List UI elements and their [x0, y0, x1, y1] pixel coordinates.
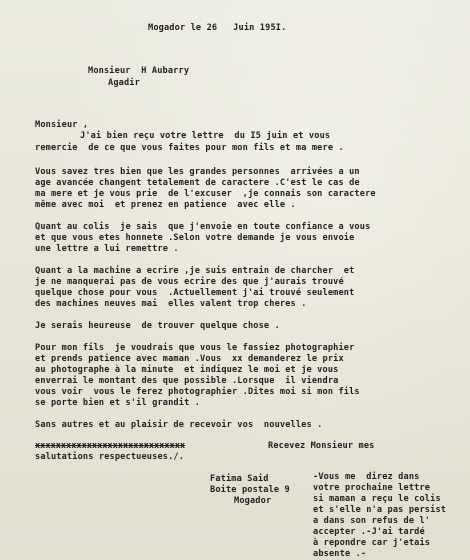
- letter-date: Mogador le 26 Juin 195I.: [148, 23, 287, 33]
- p3-line-3: une lettre a lui remettre .: [35, 244, 179, 254]
- closing-line-1: Recevez Monsieur mes: [268, 441, 375, 451]
- salutation: Monsieur ,: [35, 120, 89, 130]
- p4-line-1: Quant a la machine a ecrire ,je suis entrain de charcher et: [35, 266, 355, 276]
- p4-line-4: des machines neuves mai elles valent trop cheres .: [35, 299, 307, 309]
- p2-line-3: ma mere et je vous prie de l'excuser ,je connais son caractere: [35, 189, 376, 199]
- p3-line-2: et que vous etes honnete .Selon votre demande je vous envoie: [35, 233, 355, 243]
- postscript-line-4: et s'elle n'a pas persist: [313, 505, 447, 515]
- p2-line-4: même avec moi et prenez en patience avec elle .: [35, 200, 296, 210]
- postscript-line-8: absente .-: [313, 549, 367, 559]
- postscript-line-6: accepter .-J'ai tardé: [313, 527, 425, 537]
- postscript-line-5: a dans son refus de l': [313, 516, 431, 526]
- sender-name: Fatima Said: [210, 474, 269, 484]
- p6-line-1: Pour mon fils je voudrais que vous le fassiez photographier: [35, 343, 355, 353]
- sender-city: Mogador: [234, 496, 272, 506]
- recipient-name: Monsieur H Aubarry: [88, 66, 190, 76]
- struck-out-text: xxxxxxxxxxxxxxxxxxxxxxxxxxxxx: [35, 441, 186, 451]
- sender-address: Boite postale 9: [210, 485, 290, 495]
- postscript-line-1: -Vous me direz dans: [313, 472, 420, 482]
- p6-line-2: et prends patience avec maman .Vous xx demanderez le prix: [35, 354, 344, 364]
- p1-line-1: J'ai bien reçu votre lettre du I5 juin et vous: [80, 131, 331, 141]
- closing-line-2: salutations respectueuses./.: [35, 452, 185, 462]
- postscript-line-2: votre prochaine lettre: [313, 483, 431, 493]
- p6-line-3: au photographe à la minute et indiquez le moi et je vous: [35, 365, 339, 375]
- p6-line-4: enverrai le montant des que possible .Lorsque il viendra: [35, 376, 339, 386]
- p3-line-1: Quant au colis je sais que j'envoie en toute confiance a vous: [35, 222, 371, 232]
- p6-line-6: se porte bien et s'il grandit .: [35, 398, 201, 408]
- p7-line: Sans autres et au plaisir de recevoir vos nouvelles .: [35, 420, 323, 430]
- p2-line-1: Vous savez tres bien que les grandes personnes arrivées a un: [35, 167, 360, 177]
- recipient-city: Agadir: [108, 78, 140, 88]
- postscript-line-7: à repondre car j'etais: [313, 538, 431, 548]
- p6-line-5: vous voir vous le ferez photographier .Dites moi si mon fils: [35, 387, 360, 397]
- p4-line-3: quelque chose pour vous .Actuellement j'ai trouvé seulement: [35, 288, 355, 298]
- p1-line-2: remercie de ce que vous faites pour mon fils et ma mere .: [35, 143, 344, 153]
- p4-line-2: je ne manquerai pas de vous ecrire des que j'aurais trouvé: [35, 277, 344, 287]
- p5-line: Je serais heureuse de trouver quelque chose .: [35, 321, 280, 331]
- postscript-line-3: si maman a reçu le colis: [313, 494, 441, 504]
- p2-line-2: age avancée changent tetalement de caractere .C'est le cas de: [35, 178, 360, 188]
